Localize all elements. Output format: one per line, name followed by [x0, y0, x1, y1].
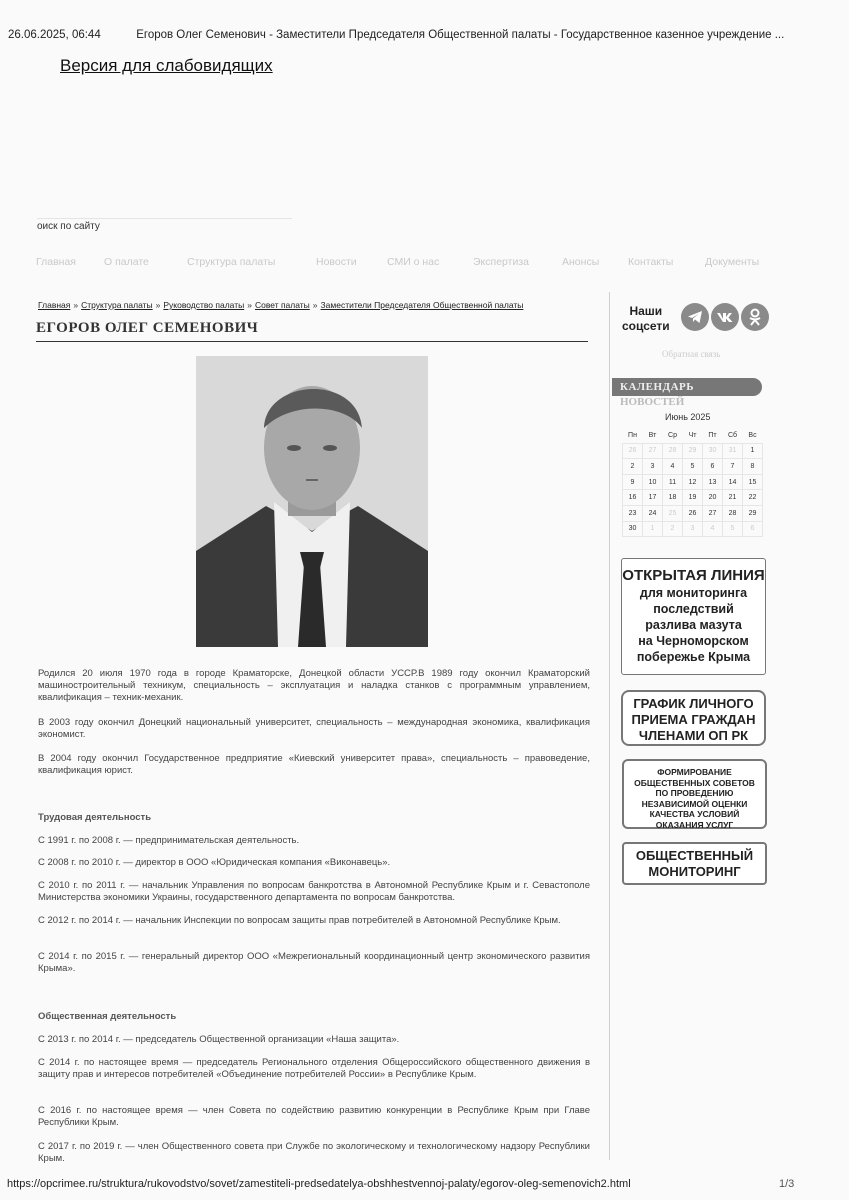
banner-line: ОКАЗАНИЯ УСЛУГ [655, 819, 734, 830]
nav-item-expertise[interactable]: Экспертиза [473, 256, 529, 268]
banner-line: ОБЩЕСТВЕННЫХ СОВЕТОВ [634, 777, 755, 788]
feedback-link[interactable]: Обратная связь [662, 349, 721, 359]
breadcrumb-separator: » [155, 300, 161, 310]
calendar-day[interactable]: 19 [683, 490, 703, 506]
work-item: С 2014 г. по 2015 г. — генеральный директор ООО «Межрегиональный координационный центр экономического развития Крыма». [38, 951, 590, 974]
calendar-day[interactable]: 22 [743, 490, 763, 506]
calendar-day[interactable]: 4 [663, 459, 683, 475]
calendar-day[interactable]: 1 [643, 521, 663, 537]
calendar-day[interactable]: 30 [623, 521, 643, 537]
work-item: С 2012 г. по 2014 г. — начальник Инспекции по вопросам защиты прав потребителей в Автономной Республике Крым. [38, 915, 561, 926]
calendar-day[interactable]: 6 [743, 521, 763, 537]
calendar-day[interactable]: 7 [723, 459, 743, 475]
calendar-day[interactable]: 24 [643, 505, 663, 521]
nav-item-about[interactable]: О палате [104, 256, 149, 268]
print-page-number: 1/3 [779, 1178, 795, 1190]
calendar-day[interactable]: 28 [663, 443, 683, 459]
nav-item-news[interactable]: Новости [316, 256, 357, 268]
public-monitoring-banner[interactable] [622, 842, 767, 885]
calendar-day[interactable]: 29 [683, 443, 703, 459]
nav-item-home[interactable]: Главная [36, 256, 76, 268]
breadcrumb-separator: » [247, 300, 252, 310]
breadcrumb [38, 300, 523, 310]
nav-item-documents[interactable]: Документы [705, 256, 760, 268]
reception-schedule-banner[interactable] [621, 690, 766, 746]
banner-line: последствий [653, 602, 734, 616]
work-item: С 1991 г. по 2008 г. — предпринимательская деятельность. [38, 835, 300, 846]
bio-paragraph: В 2003 году окончил Донецкий национальный университет, специальность – международная экономика, квалификация экономист. [38, 717, 590, 740]
breadcrumb-item-structure[interactable]: Структура палаты [81, 300, 153, 310]
calendar-day[interactable]: 27 [643, 443, 663, 459]
breadcrumb-separator: » [312, 300, 318, 310]
calendar-day[interactable]: 4 [703, 521, 723, 537]
calendar-day[interactable]: 10 [643, 474, 663, 490]
public-item: С 2017 г. по 2019 г. — член Общественного совета при Службе по экологическому и технологическому надзору Республики Крым. [38, 1141, 590, 1164]
sidebar-divider [609, 292, 610, 1160]
breadcrumb-item-home[interactable]: Главная [38, 300, 71, 310]
banner-line: ПРИЕМА ГРАЖДАН [631, 712, 756, 727]
banner-line: НЕЗАВИСИМОЙ ОЦЕНКИ [641, 798, 748, 809]
weekday-label: Вс [748, 431, 757, 439]
calendar-day[interactable]: 15 [743, 474, 763, 490]
banner-line: на Черноморском [638, 634, 749, 648]
calendar-day[interactable]: 12 [683, 474, 703, 490]
nav-item-contacts[interactable]: Контакты [628, 256, 674, 268]
odnoklassniki-icon[interactable] [741, 303, 769, 331]
bio-paragraph: Родился 20 июля 1970 года в городе Краматорске, Донецкой области УССР.В 1989 году окончил Краматорский машиностроительный техникум, специальность – эксплуатация и наладка станков с программным управлением, квалификация – техник-механик. [38, 668, 590, 703]
banner-line: побережье Крыма [636, 650, 751, 664]
print-footer-url: https://opcrimee.ru/struktura/rukovodstvo/sovet/zamestiteli-predsedatelya-obshhestvennoj-palaty/egorov-oleg-semenovich2.html [7, 1178, 631, 1190]
print-header [8, 29, 838, 41]
social-label-line: Наши [629, 304, 663, 318]
calendar-day[interactable]: 8 [743, 459, 763, 475]
work-heading: Трудовая деятельность [38, 812, 152, 823]
site-search-label: оиск по сайту [37, 221, 100, 232]
calendar-day[interactable]: 6 [703, 459, 723, 475]
public-item: С 2016 г. по настоящее время — член Совета по содействию развитию конкуренции в Республике Крым при Главе Республики Крым. [38, 1105, 590, 1128]
social-label [622, 304, 670, 334]
calendar-day[interactable]: 2 [663, 521, 683, 537]
public-councils-banner[interactable] [622, 759, 767, 829]
banner-line: ЧЛЕНАМИ ОП РК [638, 728, 749, 743]
nav-item-announcements[interactable]: Анонсы [562, 256, 600, 268]
calendar-day[interactable]: 29 [743, 505, 763, 521]
calendar-banner: КАЛЕНДАРЬ [612, 378, 762, 396]
calendar-day[interactable]: 17 [643, 490, 663, 506]
open-line-banner[interactable] [621, 558, 766, 675]
calendar-day[interactable]: 30 [703, 443, 723, 459]
vk-icon[interactable] [711, 303, 739, 331]
calendar-day[interactable]: 23 [623, 505, 643, 521]
public-item: С 2013 г. по 2014 г. — председатель Общественной организации «Наша защита». [38, 1034, 400, 1045]
calendar-day[interactable]: 16 [623, 490, 643, 506]
calendar-day[interactable]: 5 [683, 459, 703, 475]
calendar-day[interactable]: 27 [703, 505, 723, 521]
banner-line: ОБЩЕСТВЕННЫЙ [635, 848, 754, 863]
banner-line: для мониторинга [639, 586, 748, 600]
weekday-label: Ср [668, 431, 677, 439]
bio-section [38, 668, 590, 704]
banner-line: КАЧЕСТВА УСЛОВИЙ [649, 809, 740, 819]
calendar-day[interactable]: 14 [723, 474, 743, 490]
banner-line: ГРАФИК ЛИЧНОГО [633, 696, 754, 711]
banner-line: ФОРМИРОВАНИЕ [657, 767, 732, 777]
calendar-day[interactable]: 3 [683, 521, 703, 537]
nav-item-structure[interactable]: Структура палаты [187, 256, 276, 268]
public-item: С 2014 г. по настоящее время — председатель Регионального отделения Общероссийского общественного движения в защиту прав и интересов потребителей «Объединение потребителей России» в Республике Крым. [38, 1057, 590, 1080]
banner-line: разлива мазута [645, 618, 742, 632]
calendar-day[interactable]: 2 [623, 459, 643, 475]
work-item: С 2010 г. по 2011 г. — начальник Управления по вопросам банкротства в Автономной Республике Крым и г. Севастополе Министерства экономики Украины, государственного департамента по вопросам банкротства. [38, 880, 590, 903]
weekday-label: Сб [727, 431, 738, 439]
weekday-label: Чт [688, 431, 697, 439]
nav-item-media[interactable]: СМИ о нас [387, 256, 440, 268]
title-divider [36, 341, 588, 342]
banner-line: МОНИТОРИНГ [648, 864, 741, 879]
work-item: С 2008 г. по 2010 г. — директор в ООО «Юридическая компания «Виконавець». [38, 857, 391, 868]
calendar-day[interactable]: 1 [743, 443, 763, 459]
calendar-day[interactable]: 26 [623, 443, 643, 459]
page-title: ЕГОРОВ ОЛЕГ СЕМЕНОВИЧ [36, 320, 259, 336]
calendar-day[interactable]: 3 [643, 459, 663, 475]
calendar-day[interactable]: 28 [723, 505, 743, 521]
banner-line: ОТКРЫТАЯ ЛИНИЯ [622, 567, 765, 584]
portrait-illustration [196, 356, 428, 647]
breadcrumb-item-leadership[interactable]: Руководство палаты [163, 300, 245, 310]
calendar-day[interactable]: 31 [723, 443, 743, 459]
calendar-day[interactable]: 25 [663, 505, 683, 521]
bio-paragraph: В 2004 году окончил Государственное предприятие «Киевский университет права», специальность – правоведение, квалификация юрист. [38, 753, 590, 776]
breadcrumb-separator: » [73, 300, 79, 310]
calendar-day[interactable]: 18 [663, 490, 683, 506]
calendar-day[interactable]: 13 [703, 474, 723, 490]
weekday-label: Пн [628, 431, 637, 439]
calendar-day[interactable]: 9 [623, 474, 643, 490]
banner-line: ПО ПРОВЕДЕНИЮ [655, 788, 734, 798]
calendar-day[interactable]: 21 [723, 490, 743, 506]
bio-section [38, 753, 590, 777]
weekday-label: Пт [708, 431, 717, 439]
social-label-line: соцсети [622, 319, 670, 333]
print-page-title: Егоров Олег Семенович - Заместители Председателя Общественной палаты - Государственное казенное учреждение ... [136, 29, 785, 41]
breadcrumb-item-council[interactable]: Совет палаты [254, 300, 310, 310]
low-vision-version-link[interactable]: Версия для слабовидящих [60, 56, 273, 75]
bio-section [38, 717, 590, 741]
telegram-icon[interactable] [681, 303, 709, 331]
calendar-day[interactable]: 20 [703, 490, 723, 506]
breadcrumb-item-deputies[interactable]: Заместители Председателя Общественной палаты [320, 300, 524, 310]
main-nav [36, 256, 766, 268]
print-timestamp: 26.06.2025, 06:44 [8, 29, 101, 41]
calendar-day[interactable]: 5 [723, 521, 743, 537]
portrait-photo [196, 356, 428, 647]
news-calendar [622, 428, 763, 537]
calendar-month: Июнь 2025 [665, 412, 711, 422]
site-search-field[interactable] [37, 218, 292, 232]
calendar-subtitle: НОВОСТЕЙ [620, 396, 685, 408]
public-heading: Общественная деятельность [38, 1011, 177, 1022]
calendar-day[interactable]: 11 [663, 474, 683, 490]
calendar-day[interactable]: 26 [683, 505, 703, 521]
weekday-label: Вт [648, 431, 657, 439]
